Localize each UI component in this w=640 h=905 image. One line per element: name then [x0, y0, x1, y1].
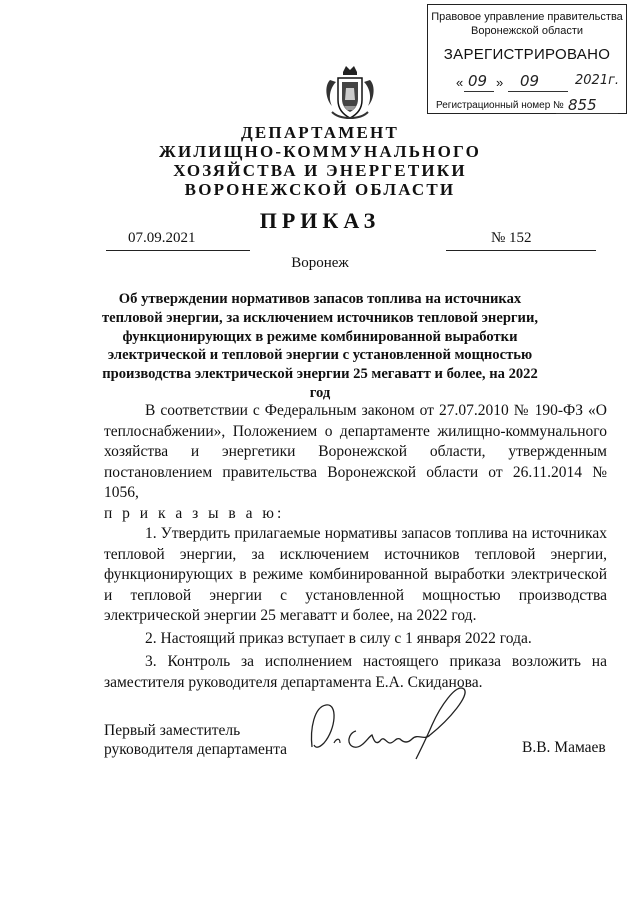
department-header-line-1: ДЕПАРТАМЕНТ — [240, 123, 400, 142]
stamp-month: 09 — [520, 72, 540, 90]
stamp-quote-close: » — [496, 75, 504, 90]
signatory-name: В.В. Мамаев — [522, 739, 606, 756]
paragraph-item-2: 2. Настоящий приказ вступает в силу с 1 января 2022 года. — [145, 629, 532, 647]
stamp-quote-open: « — [456, 75, 464, 90]
paragraph-preamble: В соответствии с Федеральным законом от 27.07.2010 № 190-ФЗ «О теплоснабжении», Положением о департаменте жилищно-коммунального хозяйства и энергетики Воронежской области, утвержденным постановлением правительства Воронежской области от 26.11.2014 № 1056, — [104, 402, 607, 501]
stamp-number-line — [556, 113, 618, 114]
stamp-line-1: Правовое управление правительства — [431, 11, 623, 23]
date-underline — [106, 250, 250, 251]
paragraph-item-3: 3. Контроль за исполнением настоящего приказа возложить на заместителя руководителя департамента Е.А. Скиданова. — [104, 653, 607, 691]
number-underline — [446, 250, 596, 251]
stamp-year: 2021г. — [575, 73, 620, 88]
stamp-month-line — [508, 91, 568, 92]
stamp-day: 09 — [468, 72, 488, 90]
paragraph-item-1: 1. Утвердить прилагаемые нормативы запасов топлива на источниках тепловой энергии, за исключением источников тепловой энергии, функционирующих в режиме комбинированной выработки электрической и тепловой энергии с установленной мощностью производства электрической энергии 25 мегаватт и более, на 2022 год. — [104, 525, 607, 624]
stamp-line-2: Воронежской области — [470, 25, 583, 37]
department-header-line-3: ХОЗЯЙСТВА И ЭНЕРГЕТИКИ — [173, 161, 467, 180]
department-header-line-4: ВОРОНЕЖСКОЙ ОБЛАСТИ — [184, 180, 456, 199]
signatory-position-line-2: руководителя департамента — [104, 741, 288, 758]
stamp-number-label: Регистрационный номер № — [436, 100, 564, 111]
document-body — [104, 401, 607, 693]
document-date: 07.09.2021 — [128, 230, 196, 246]
signatory-position — [104, 721, 287, 759]
document-number: № 152 — [491, 230, 532, 246]
stamp-registered: ЗАРЕГИСТРИРОВАНО — [443, 46, 611, 63]
department-header-line-2: ЖИЛИЩНО-КОММУНАЛЬНОГО — [158, 142, 482, 161]
document-title: Об утверждении нормативов запасов топлива на источниках тепловой энергии, за исключением источников тепловой энергии, функционирующих в режиме комбинированной выработки электрической и тепловой энергии с установленной мощностью производства электрической энергии 25 мегаватт и более, на 2022 год — [101, 291, 539, 401]
coat-of-arms-icon — [322, 62, 378, 122]
handwritten-signature — [300, 685, 480, 765]
paragraph-orders: п р и к а з ы в а ю: — [104, 504, 285, 522]
document-type: ПРИКАЗ — [259, 208, 381, 233]
registration-stamp — [427, 4, 627, 114]
stamp-day-line — [464, 91, 494, 92]
city: Воронеж — [291, 255, 349, 271]
stamp-number: 855 — [568, 96, 597, 114]
signatory-position-line-1: Первый заместитель — [104, 722, 241, 739]
